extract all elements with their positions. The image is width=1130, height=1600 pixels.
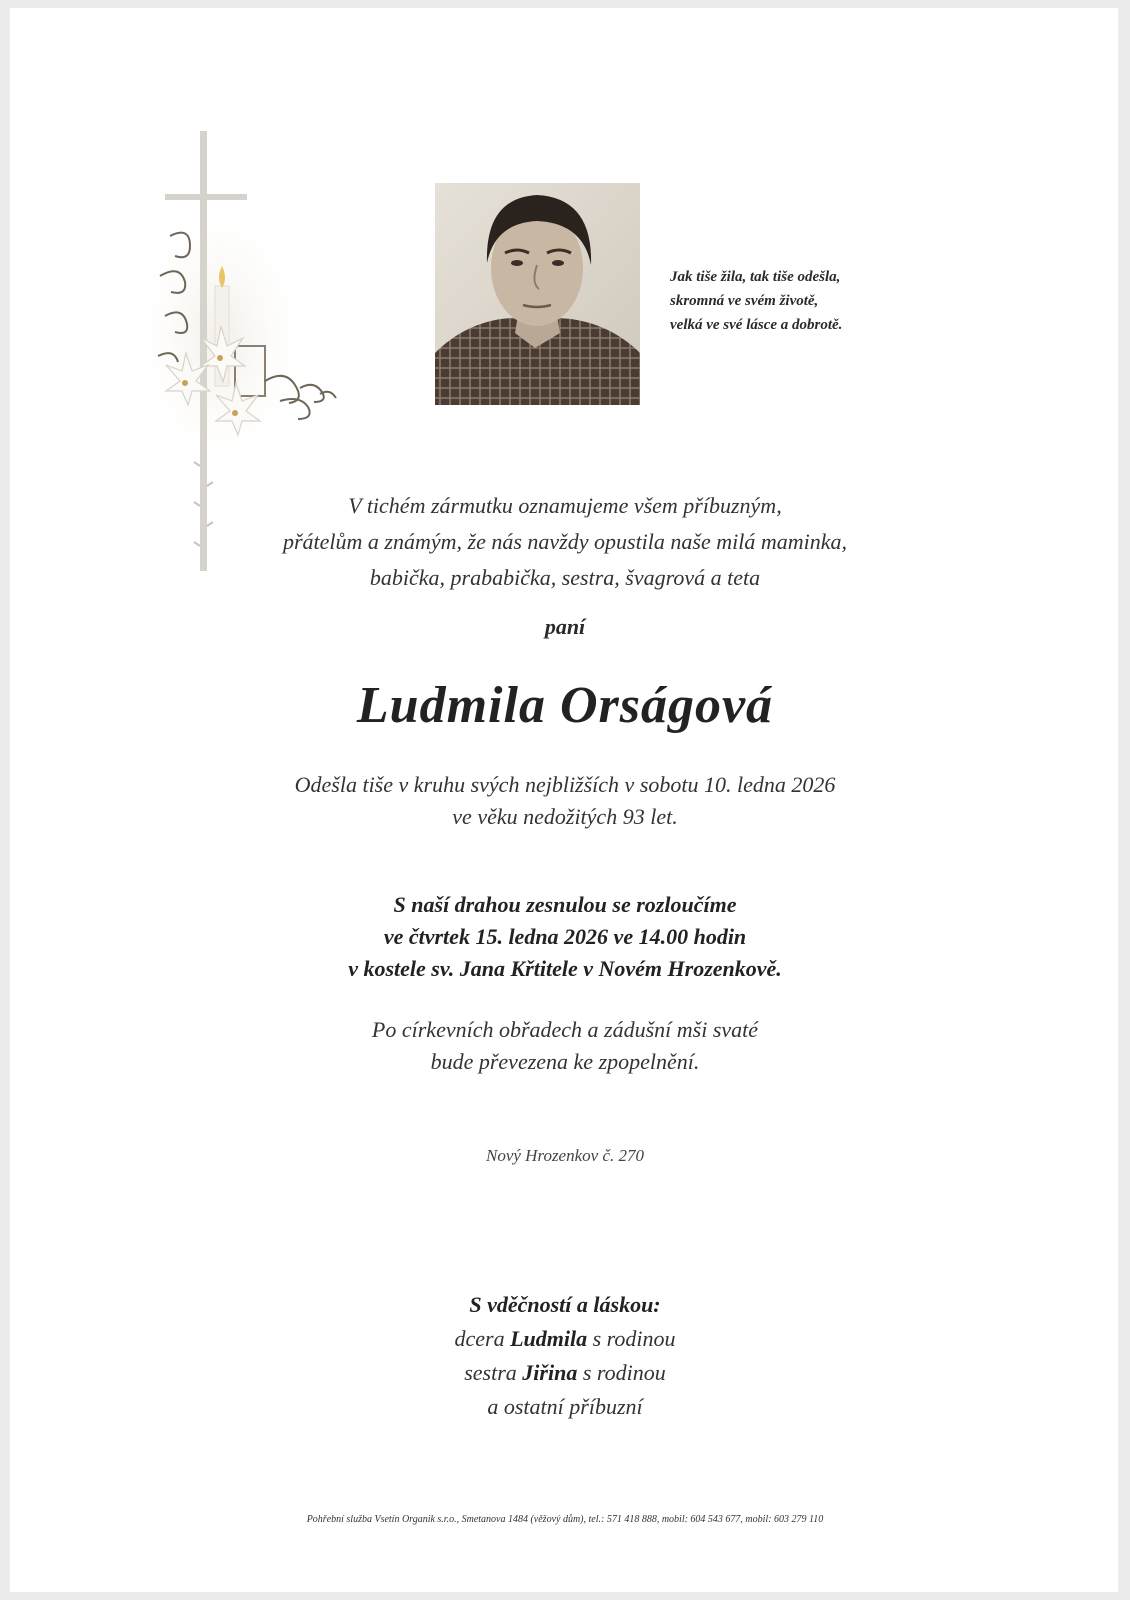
signer-row: sestra Jiřina s rodinou <box>464 1360 666 1385</box>
signers-heading: S vděčností a láskou: <box>469 1292 661 1317</box>
announcement-text <box>0 488 1130 596</box>
death-line: ve věku nedožitých 93 let. <box>452 804 678 829</box>
signer-name: Ludmila <box>510 1326 588 1351</box>
farewell-line: ve čtvrtek 15. ledna 2026 ve 14.00 hodin <box>383 924 747 949</box>
ceremony-line: bude převezena ke zpopelnění. <box>430 1049 700 1074</box>
ceremony-line: Po církevních obřadech a zádušní mši svaté <box>371 1017 759 1042</box>
farewell-details <box>0 889 1130 985</box>
signers-block <box>0 1288 1130 1424</box>
verse-line: Jak tiše žila, tak tiše odešla, <box>670 269 841 285</box>
memorial-verse <box>670 265 930 337</box>
family-address: Nový Hrozenkov č. 270 <box>486 1146 644 1165</box>
announcement-line: V tichém zármutku oznamujeme všem příbuzným, <box>348 493 782 518</box>
farewell-line: S naší drahou zesnulou se rozloučíme <box>393 892 737 917</box>
deceased-name: Ludmila Orságová <box>356 677 774 734</box>
signer-row: a ostatní příbuzní <box>487 1394 643 1419</box>
funeral-service-footer: Pohřební služba Vsetín Organik s.r.o., Smetanova 1484 (věžový dům), tel.: 571 418 888, mobil: 604 543 677, mobil: 603 279 110 <box>306 1514 824 1525</box>
death-line: Odešla tiše v kruhu svých nejbližších v sobotu 10. ledna 2026 <box>294 772 836 797</box>
signer-name: Jiřina <box>522 1360 578 1385</box>
verse-line: skromná ve svém životě, <box>670 293 819 309</box>
signer-row: dcera Ludmila s rodinou <box>454 1326 676 1351</box>
ceremony-note <box>0 1014 1130 1078</box>
portrait-photo <box>435 183 640 405</box>
announcement-line: přátelům a známým, že nás navždy opustila naše milá maminka, <box>282 529 847 554</box>
verse-line: velká ve své lásce a dobrotě. <box>670 317 843 333</box>
death-notice <box>0 769 1130 833</box>
honorific: paní <box>544 614 586 639</box>
announcement-line: babička, prababička, sestra, švagrová a teta <box>369 565 761 590</box>
farewell-line: v kostele sv. Jana Křtitele v Novém Hrozenkově. <box>348 956 782 981</box>
